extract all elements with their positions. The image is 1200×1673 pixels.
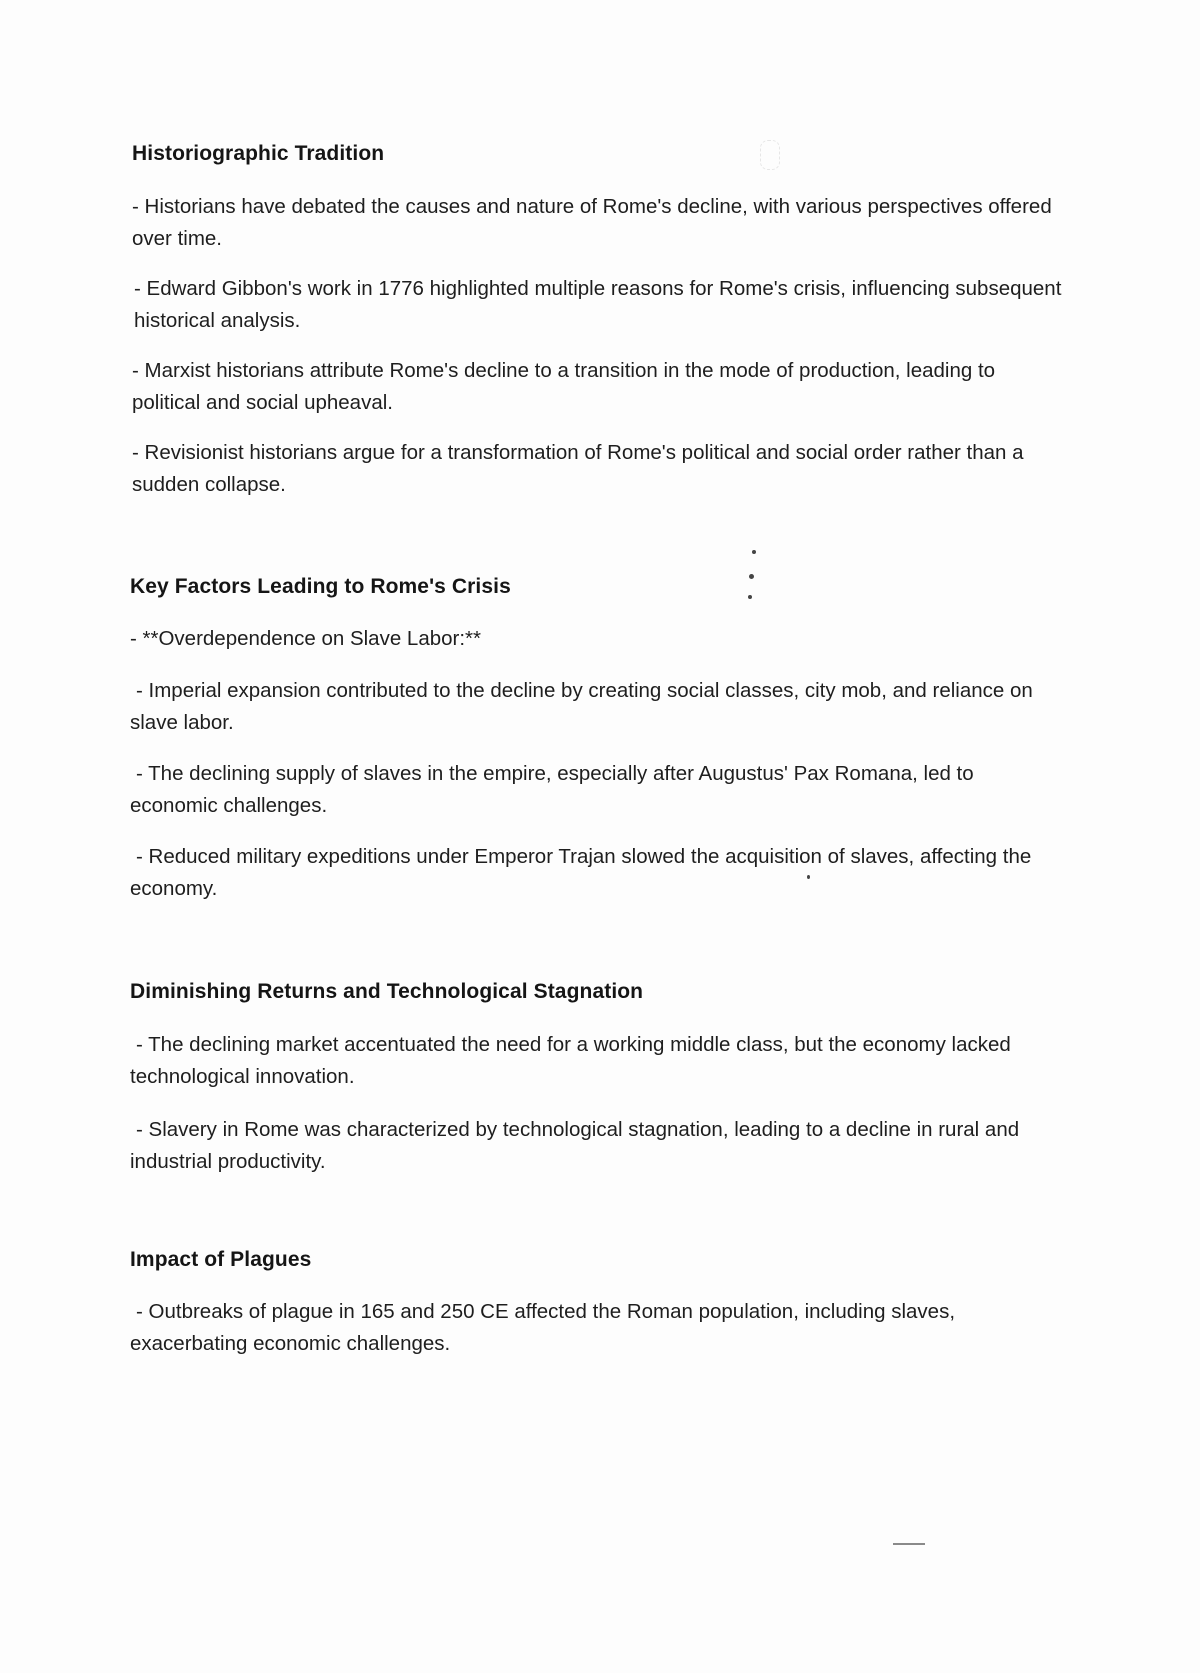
section-heading: Diminishing Returns and Technological Stagnation bbox=[130, 980, 644, 1003]
scan-speck bbox=[752, 550, 756, 554]
section-impact-of-plagues bbox=[130, 1248, 1060, 1355]
paragraph: - The declining market accentuated the need for a working middle class, but the economy lacked technological innovation. bbox=[130, 1033, 1011, 1088]
paragraph: - Edward Gibbon's work in 1776 highlighted multiple reasons for Rome's crisis, influencing subsequent historical analysis. bbox=[134, 277, 1062, 332]
paragraph: - Reduced military expeditions under Emperor Trajan slowed the acquisition of slaves, affecting the economy. bbox=[130, 845, 1032, 900]
paragraph: - The declining supply of slaves in the empire, especially after Augustus' Pax Romana, led to economic challenges. bbox=[130, 762, 974, 817]
paragraph: - Marxist historians attribute Rome's decline to a transition in the mode of production, leading to political and social upheaval. bbox=[132, 359, 996, 414]
section-heading: Historiographic Tradition bbox=[132, 142, 385, 165]
section-historiographic-tradition bbox=[132, 142, 1062, 496]
paragraph: - Revisionist historians argue for a transformation of Rome's political and social order rather than a sudden collapse. bbox=[132, 441, 1024, 496]
paragraph: - Outbreaks of plague in 165 and 250 CE affected the Roman population, including slaves, exacerbating economic challenges. bbox=[130, 1300, 956, 1355]
section-heading: Key Factors Leading to Rome's Crisis bbox=[130, 575, 511, 598]
section-key-factors bbox=[130, 575, 1060, 900]
section-diminishing-returns bbox=[130, 980, 1060, 1173]
section-heading: Impact of Plagues bbox=[130, 1248, 312, 1271]
scan-dash-mark bbox=[893, 1543, 925, 1545]
paragraph: - Slavery in Rome was characterized by technological stagnation, leading to a decline in rural and industrial productivity. bbox=[130, 1118, 1020, 1173]
paragraph: - **Overdependence on Slave Labor:** bbox=[130, 627, 482, 650]
paragraph: - Imperial expansion contributed to the decline by creating social classes, city mob, and reliance on slave labor. bbox=[130, 679, 1033, 734]
paragraph: - Historians have debated the causes and nature of Rome's decline, with various perspectives offered over time. bbox=[132, 195, 1052, 250]
